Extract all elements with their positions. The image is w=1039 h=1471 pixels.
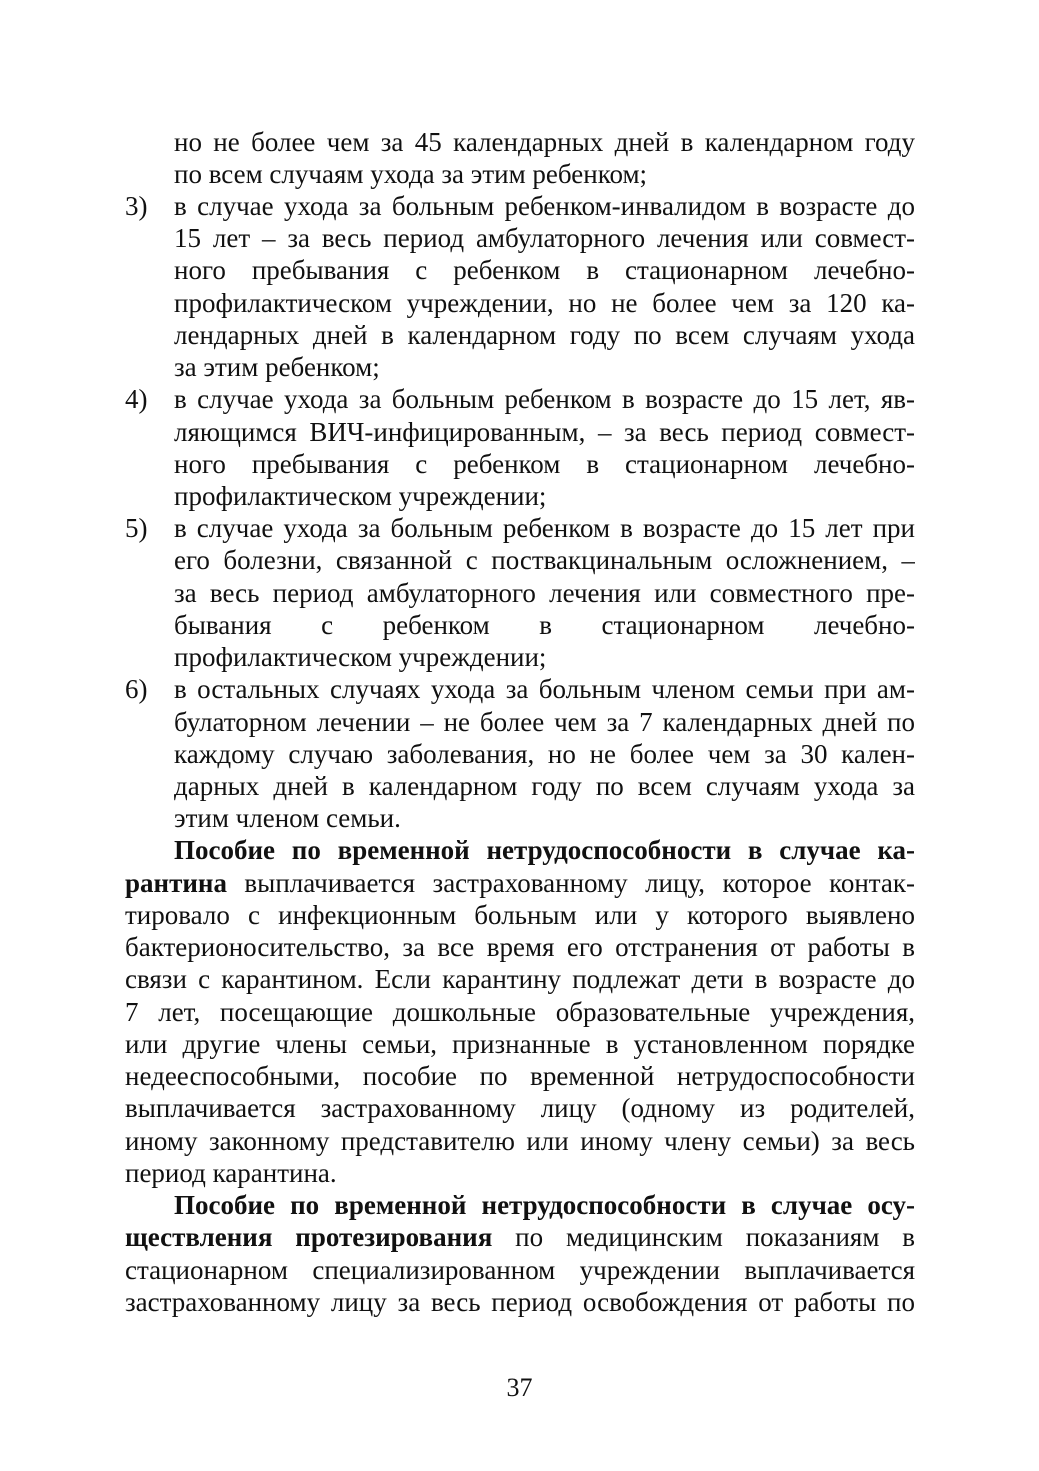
text-line: 7 лет, посещающие дошкольные образовательные учреждения, bbox=[125, 997, 915, 1027]
text-line: 15 лет – за весь период амбулаторного лечения или совмест- bbox=[174, 223, 915, 253]
text-line: его болезни, связанной с поствакцинальным осложнением, – bbox=[174, 545, 915, 575]
text-line: застрахованному лицу за весь период освобождения от работы по bbox=[125, 1287, 915, 1317]
text-line: но не более чем за 45 календарных дней в календарном году bbox=[174, 127, 915, 157]
text-line: за весь период амбулаторного лечения или совместного пре- bbox=[174, 578, 915, 608]
text-line: ного пребывания с ребенком в стационарном лечебно- bbox=[174, 255, 915, 285]
text-line: в случае ухода за больным ребенком в возрасте до 15 лет при bbox=[174, 513, 915, 543]
text-run: по медицинским показаниям в bbox=[492, 1222, 915, 1252]
page-number: 37 bbox=[506, 1373, 533, 1402]
text-line: ного пребывания с ребенком в стационарном лечебно- bbox=[174, 449, 915, 479]
text-line: Пособие по временной нетрудоспособности в случае ка- bbox=[174, 835, 915, 865]
text-line: иному законному представителю или иному члену семьи) за весь bbox=[125, 1126, 915, 1156]
list-number: 4) bbox=[125, 384, 148, 414]
bold-term: ществления протезирования bbox=[125, 1222, 493, 1252]
list-number: 6) bbox=[125, 674, 148, 704]
text-line: за этим ребенком; bbox=[174, 352, 380, 382]
text-line: в остальных случаях ухода за больным членом семьи при ам- bbox=[174, 674, 915, 704]
list-number: 5) bbox=[125, 513, 148, 543]
text-line: булаторном лечении – не более чем за 7 календарных дней по bbox=[174, 707, 915, 737]
text-line: или другие члены семьи, признанные в установленном порядке bbox=[125, 1029, 915, 1059]
text-line: лендарных дней в календарном году по всем случаям ухода bbox=[174, 320, 915, 350]
text-line: Пособие по временной нетрудоспособности в случае осу- bbox=[174, 1190, 915, 1220]
text-line: в случае ухода за больным ребенком в возрасте до 15 лет, яв- bbox=[174, 384, 915, 414]
text-line: тировало с инфекционным больным или у которого выявлено bbox=[125, 900, 915, 930]
text-line: стационарном специализированном учреждении выплачивается bbox=[125, 1255, 915, 1285]
text-line: этим членом семьи. bbox=[174, 803, 401, 833]
text-line: недееспособными, пособие по временной нетрудоспособности bbox=[125, 1061, 915, 1091]
list-number: 3) bbox=[125, 191, 148, 221]
text-line bbox=[125, 867, 915, 899]
text-line bbox=[125, 1221, 915, 1253]
text-line: бывания с ребенком в стационарном лечебно- bbox=[174, 610, 915, 640]
text-line: связи с карантином. Если карантину подлежат дети в возрасте до bbox=[125, 964, 915, 994]
text-line: профилактическом учреждении, но не более чем за 120 ка- bbox=[174, 288, 915, 318]
text-line: в случае ухода за больным ребенком-инвалидом в возрасте до bbox=[174, 191, 915, 221]
text-line: профилактическом учреждении; bbox=[174, 481, 547, 511]
text-line: профилактическом учреждении; bbox=[174, 642, 547, 672]
text-run: выплачивается застрахованному лицу, которое контак- bbox=[226, 868, 915, 898]
bold-term: рантина bbox=[125, 868, 227, 898]
text-line: период карантина. bbox=[125, 1158, 337, 1188]
text-line: дарных дней в календарном году по всем случаям ухода за bbox=[174, 771, 915, 801]
text-line: бактерионосительство, за все время его отстранения от работы в bbox=[125, 932, 915, 962]
text-line: выплачивается застрахованному лицу (одному из родителей, bbox=[125, 1093, 915, 1123]
text-line: по всем случаям ухода за этим ребенком; bbox=[174, 159, 648, 189]
text-line: каждому случаю заболевания, но не более чем за 30 кален- bbox=[174, 739, 915, 769]
text-line: ляющимся ВИЧ-инфицированным, – за весь период совмест- bbox=[174, 417, 915, 447]
